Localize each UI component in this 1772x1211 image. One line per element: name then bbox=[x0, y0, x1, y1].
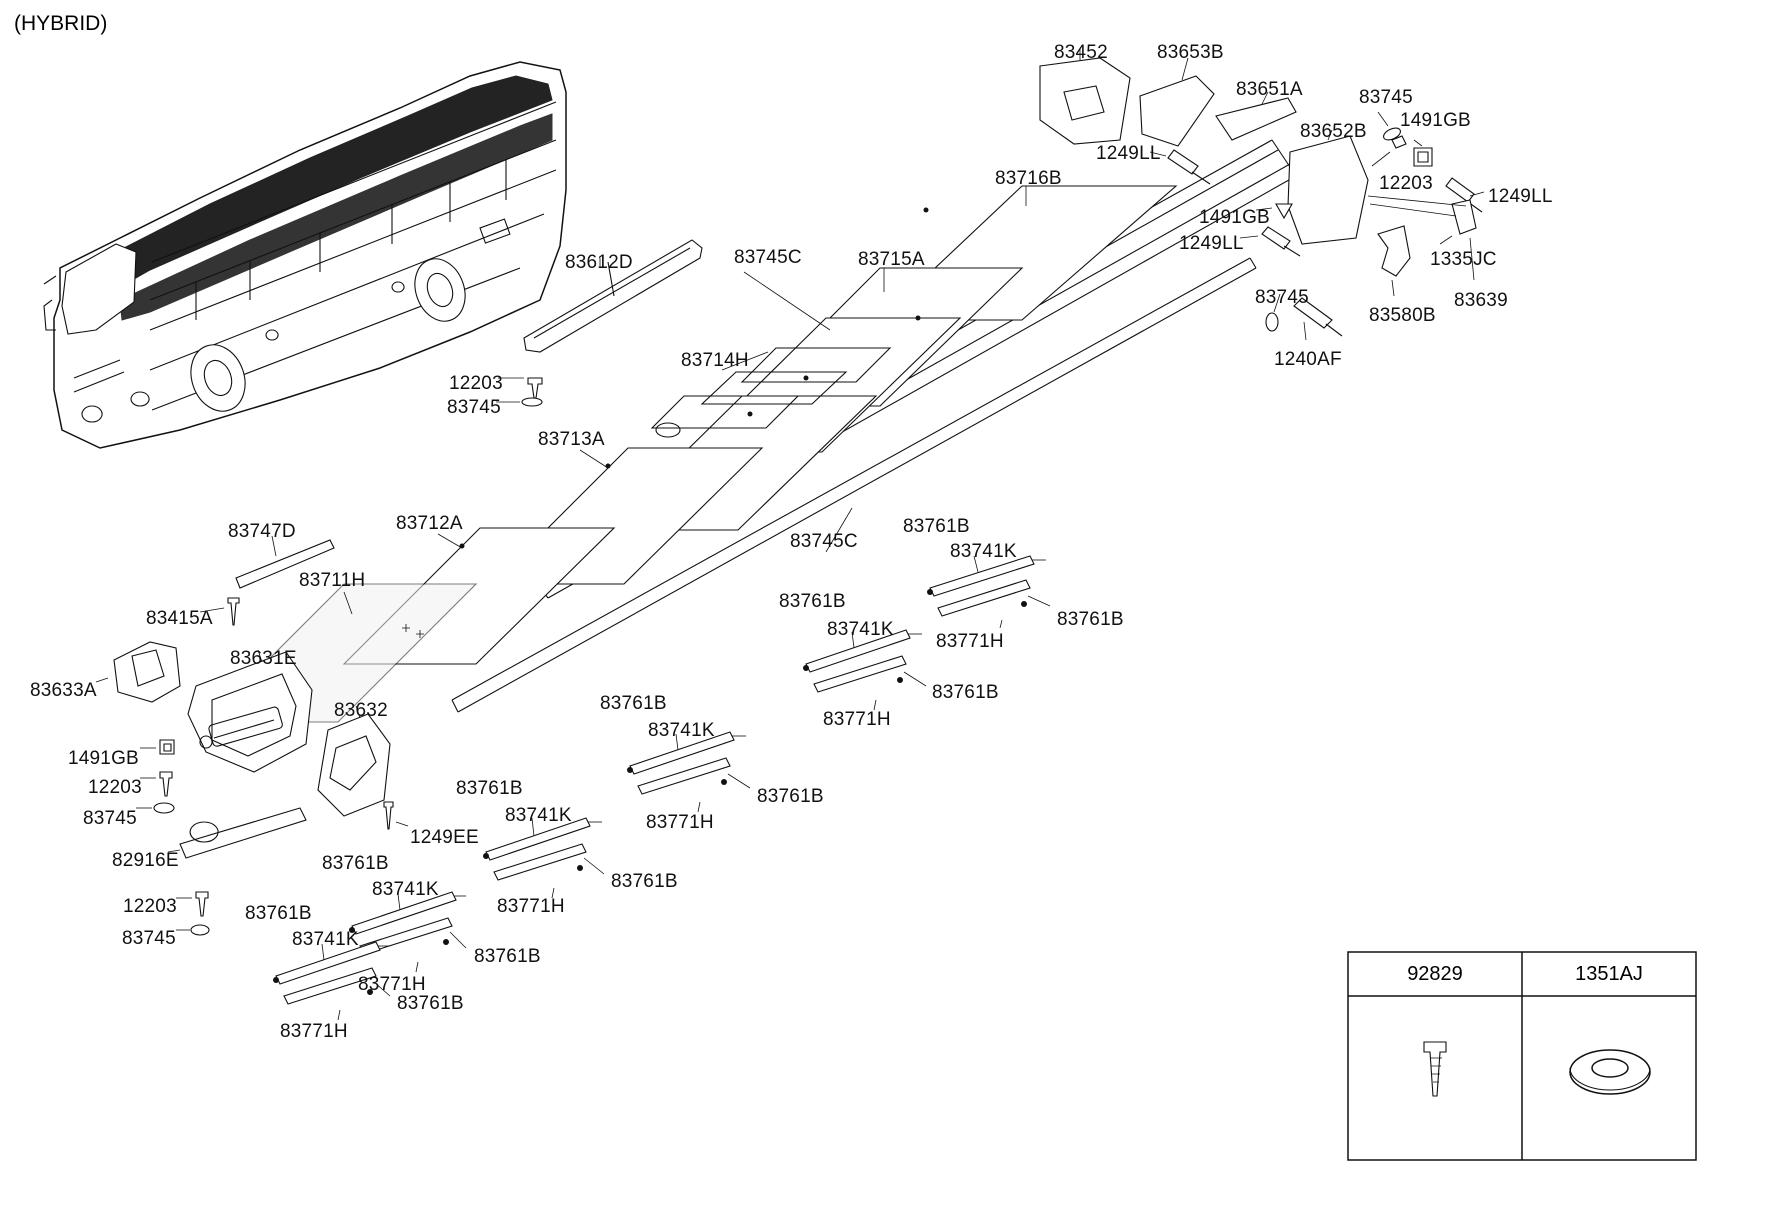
part-label-83711h: 83711H bbox=[299, 570, 366, 591]
part-label-83580b: 83580B bbox=[1369, 305, 1436, 326]
part-label-83712a: 83712A bbox=[396, 513, 463, 534]
part-label-83771h-5: 83771H bbox=[358, 974, 426, 995]
part-label-83741k-2: 83741K bbox=[827, 619, 894, 640]
part-label-83761b-9: 83761B bbox=[322, 853, 389, 874]
part-label-1335jc: 1335JC bbox=[1430, 249, 1497, 270]
part-label-12203-d: 12203 bbox=[123, 896, 177, 917]
part-label-83745c-a: 83745C bbox=[734, 247, 802, 268]
diagram-header: (HYBRID) bbox=[14, 12, 108, 35]
part-label-83639: 83639 bbox=[1454, 290, 1508, 311]
part-label-83612d: 83612D bbox=[565, 252, 633, 273]
part-label-1491gb-c: 1491GB bbox=[68, 748, 139, 769]
part-label-83745-a: 83745 bbox=[1359, 87, 1413, 108]
part-label-1249ll-b: 1249LL bbox=[1096, 143, 1161, 164]
part-label-83741k-5: 83741K bbox=[372, 879, 439, 900]
part-label-83771h-6: 83771H bbox=[280, 1021, 348, 1042]
part-label-1249ll-c: 1249LL bbox=[1179, 233, 1244, 254]
headliner-panels bbox=[206, 186, 1176, 722]
part-label-83761b-4: 83761B bbox=[932, 682, 999, 703]
part-label-83761b-3: 83761B bbox=[779, 591, 846, 612]
part-label-83745c-b: 83745C bbox=[790, 531, 858, 552]
part-label-83716b: 83716B bbox=[995, 168, 1062, 189]
part-label-83761b-10: 83761B bbox=[474, 946, 541, 967]
part-label-83745-b: 83745 bbox=[1255, 287, 1309, 308]
part-label-12203-b: 12203 bbox=[449, 373, 503, 394]
part-label-83745-e: 83745 bbox=[122, 928, 176, 949]
part-label-83452: 83452 bbox=[1054, 42, 1108, 63]
part-label-83741k-6: 83741K bbox=[292, 929, 359, 950]
part-label-83741k-3: 83741K bbox=[648, 720, 715, 741]
part-label-83761b-7: 83761B bbox=[456, 778, 523, 799]
part-label-83633a: 83633A bbox=[30, 680, 97, 701]
part-label-12203-c: 12203 bbox=[88, 777, 142, 798]
part-label-83715a: 83715A bbox=[858, 249, 925, 270]
part-label-83761b-5: 83761B bbox=[600, 693, 667, 714]
part-label-83771h-3: 83771H bbox=[646, 812, 714, 833]
part-label-1491gb-b: 1491GB bbox=[1199, 207, 1270, 228]
part-label-83632: 83632 bbox=[334, 700, 388, 721]
part-label-83771h-1: 83771H bbox=[936, 631, 1004, 652]
part-label-1249ee: 1249EE bbox=[410, 827, 479, 848]
part-label-82916e: 82916E bbox=[112, 850, 179, 871]
part-label-83652b: 83652B bbox=[1300, 121, 1367, 142]
part-label-83415a: 83415A bbox=[146, 608, 213, 629]
part-label-83761b-12: 83761B bbox=[397, 993, 464, 1014]
part-label-1249ll-a: 1249LL bbox=[1488, 186, 1553, 207]
part-label-83651a: 83651A bbox=[1236, 79, 1303, 100]
part-label-83745-c: 83745 bbox=[447, 397, 501, 418]
part-label-1491gb-a: 1491GB bbox=[1400, 110, 1471, 131]
part-label-83713a: 83713A bbox=[538, 429, 605, 450]
part-label-83741k-1: 83741K bbox=[950, 541, 1017, 562]
part-label-83771h-4: 83771H bbox=[497, 896, 565, 917]
part-label-83771h-2: 83771H bbox=[823, 709, 891, 730]
part-label-83761b-11: 83761B bbox=[245, 903, 312, 924]
part-label-83745-d: 83745 bbox=[83, 808, 137, 829]
part-label-12203-a: 12203 bbox=[1379, 173, 1433, 194]
part-label-83747d: 83747D bbox=[228, 521, 296, 542]
part-label-83631e: 83631E bbox=[230, 648, 297, 669]
part-label-83653b: 83653B bbox=[1157, 42, 1224, 63]
legend-code-92829: 92829 bbox=[1407, 963, 1463, 985]
part-label-83714h: 83714H bbox=[681, 350, 749, 371]
part-label-83741k-4: 83741K bbox=[505, 805, 572, 826]
part-label-83761b-2: 83761B bbox=[1057, 609, 1124, 630]
part-label-83761b-8: 83761B bbox=[611, 871, 678, 892]
legend-code-1351aj: 1351AJ bbox=[1575, 963, 1643, 985]
part-label-1240af: 1240AF bbox=[1274, 349, 1342, 370]
part-label-83761b-1: 83761B bbox=[903, 516, 970, 537]
part-label-83761b-6: 83761B bbox=[757, 786, 824, 807]
